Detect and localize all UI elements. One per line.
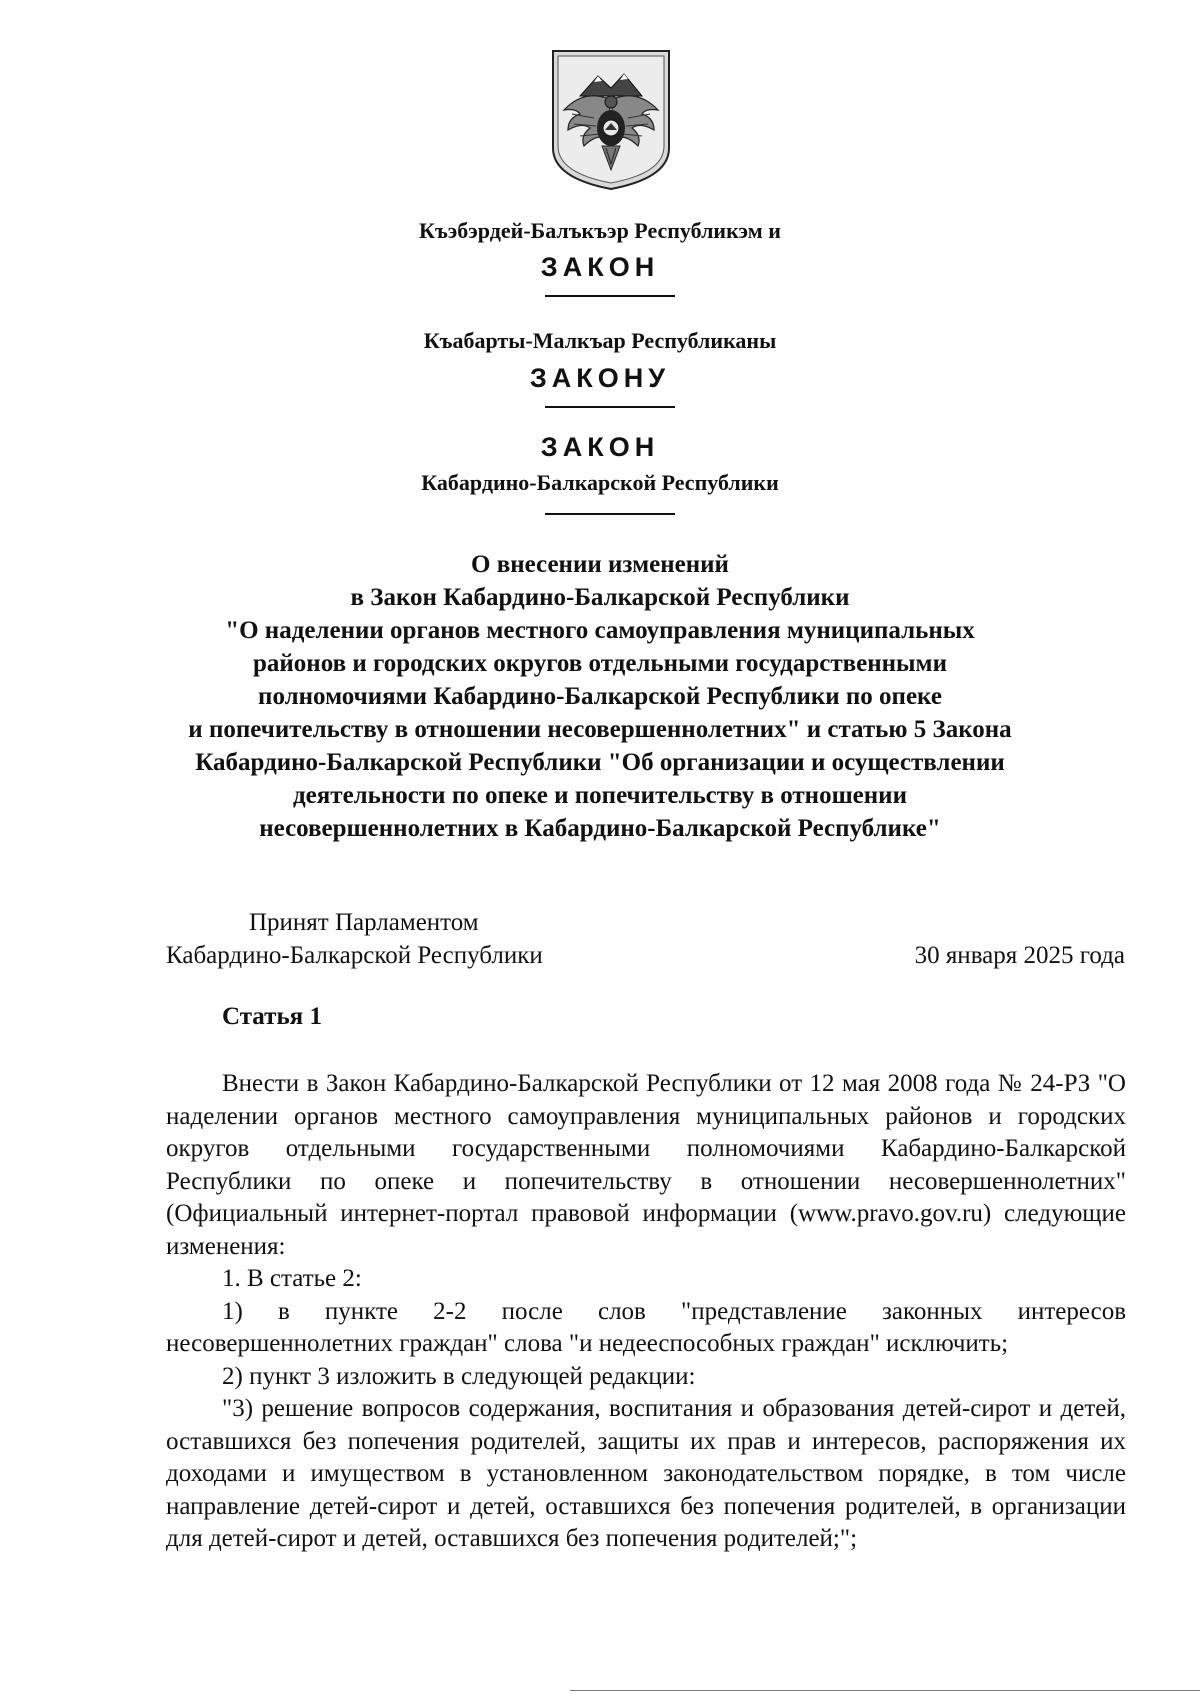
title-line: "О наделении органов местного самоуправления муниципальных (225, 617, 975, 644)
header-russian-word: ЗАКОН (540, 432, 660, 462)
coat-of-arms-emblem (550, 48, 672, 192)
header-kabardian-line: Къэбэрдей-Балъкъэр Республикэм и (419, 218, 781, 243)
article-paragraph: Внести в Закон Кабардино-Балкарской Республики от 12 мая 2008 года № 24-РЗ "О наделении органов местного самоуправления муниципальных районов и городских округов отдельными государственными полномочиями Кабардино-Балкарской Республики по опеке и попечительству в отношении несовершеннолетних" (Официальный интернет-портал правовой информации (www.pravo.gov.ru) следующие изменения: (166, 1070, 1126, 1260)
article-body (166, 1068, 1126, 1556)
title-line: и попечительству в отношении несовершеннолетних" и статью 5 Закона (188, 716, 1012, 743)
adoption-date: 30 января 2025 года (914, 942, 1125, 969)
title-line: О внесении изменений (471, 551, 729, 578)
header-balkar-word: ЗАКОНУ (529, 363, 671, 393)
title-line: Кабардино-Балкарской Республики "Об организации и осуществлении (195, 749, 1005, 776)
title-line: районов и городских округов отдельными государственными (253, 650, 947, 677)
header-kabardian-word: ЗАКОН (540, 252, 660, 282)
title-line: деятельности по опеке и попечительству в отношении (293, 782, 907, 809)
title-line: несовершеннолетних в Кабардино-Балкарской Республике" (259, 815, 941, 842)
header-divider-1 (545, 295, 675, 297)
header-divider-3 (545, 513, 675, 515)
page-bottom-edge (570, 1690, 1200, 1691)
adoption-block (166, 906, 543, 972)
article-paragraph: "3) решение вопросов содержания, воспитания и образования детей-сирот и детей, оставшихся без попечения родителей, защиты их прав и интересов, распоряжения их доходами и имуществом в установленном законодательством порядке, в том числе направление детей-сирот и детей, оставшихся без попечения родителей, в организации для детей-сирот и детей, оставшихся без попечения родителей;"; (166, 1395, 1126, 1552)
adoption-line-1: Принят Парламентом (249, 909, 479, 936)
coat-of-arms-icon (550, 48, 672, 192)
article-paragraph: 1. В статье 2: (222, 1265, 362, 1292)
title-line: полномочиями Кабардино-Балкарской Республики по опеке (258, 683, 942, 710)
title-line: в Закон Кабардино-Балкарской Республики (350, 584, 850, 611)
article-paragraph: 1) в пункте 2-2 после слов "представление законных интересов несовершеннолетних граждан" слова "и недееспособных граждан" исключить; (166, 1297, 1126, 1357)
article-paragraph: 2) пункт 3 изложить в следующей редакции: (222, 1362, 696, 1390)
article-heading: Статья 1 (222, 1003, 322, 1030)
adoption-line-2: Кабардино-Балкарской Республики (166, 942, 543, 969)
header-russian-line: Кабардино-Балкарской Республики (421, 470, 779, 495)
header-balkar-line: Къабарты-Малкъар Республиканы (423, 328, 777, 353)
header-divider-2 (545, 406, 675, 408)
law-title (120, 548, 1080, 845)
